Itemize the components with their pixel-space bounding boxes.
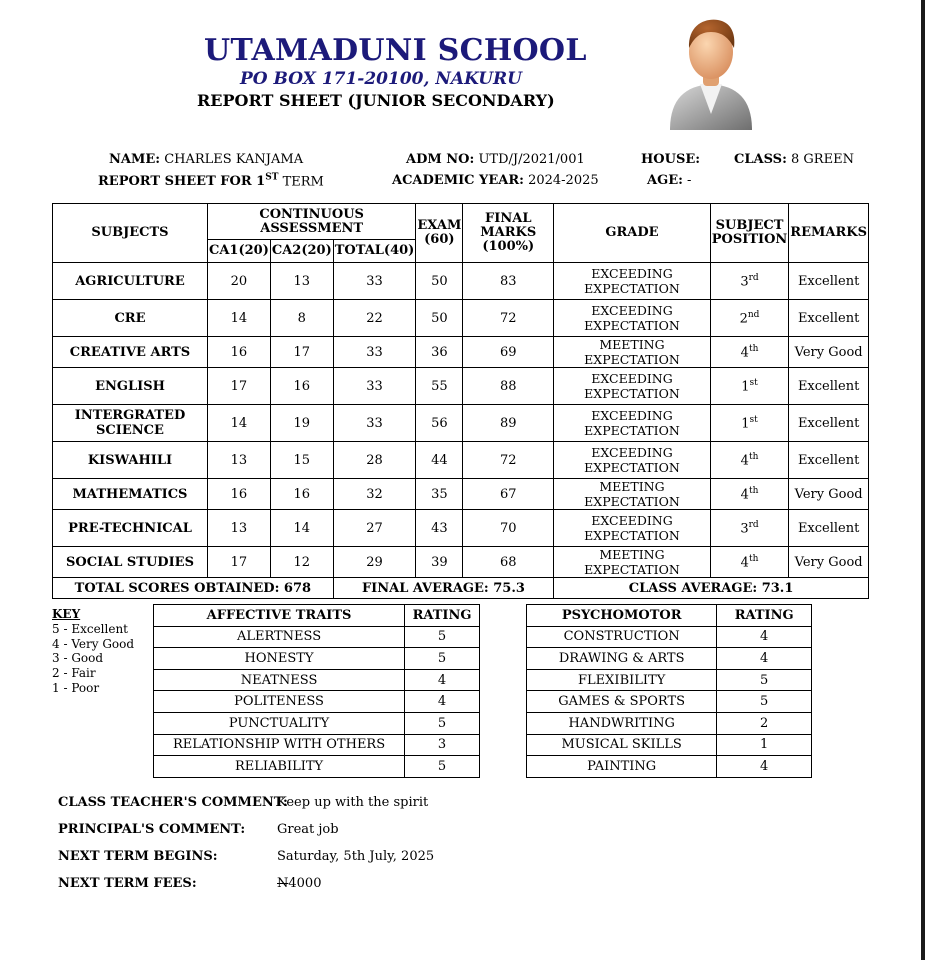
school-name: UTAMADUNI SCHOOL <box>204 33 587 68</box>
academic-year: 2024-2025 <box>528 173 599 188</box>
grade-value: EXCEEDING EXPECTATION <box>554 368 711 405</box>
school-address: PO BOX 171-20100, NAKURU <box>240 69 523 89</box>
exam-score: 35 <box>416 479 463 510</box>
principal-comment: Great job <box>277 822 339 837</box>
psychomotor-rating: 5 <box>717 669 812 691</box>
subject-name: CREATIVE ARTS <box>53 337 208 368</box>
next-term-fees-label: NEXT TERM FEES: <box>58 876 197 891</box>
student-avatar <box>666 14 756 130</box>
final-marks: 70 <box>463 510 554 547</box>
marks-row <box>53 300 869 337</box>
academic-year-line <box>392 173 599 188</box>
subject-name: PRE-TECHNICAL <box>53 510 208 547</box>
grade-value: EXCEEDING EXPECTATION <box>554 405 711 442</box>
ca1-score: 16 <box>207 337 270 368</box>
ca-total-score: 33 <box>333 337 416 368</box>
subject-position: 3rd <box>710 510 789 547</box>
remarks-value: Excellent <box>789 405 869 442</box>
ca-total-score: 33 <box>333 405 416 442</box>
final-marks: 88 <box>463 368 554 405</box>
teacher-comment-label: CLASS TEACHER'S COMMENT: <box>58 795 288 810</box>
col-header-continuous-assessment: CONTINUOUS ASSESSMENT <box>207 204 415 240</box>
key-item: 2 - Fair <box>52 666 96 681</box>
psychomotor-trait-name: FLEXIBILITY <box>527 669 717 691</box>
key-item: 4 - Very Good <box>52 636 135 651</box>
ca-total-score: 28 <box>333 442 416 479</box>
affective-row <box>154 734 480 756</box>
final-marks: 69 <box>463 337 554 368</box>
affective-trait-name: HONESTY <box>154 648 405 670</box>
term-value: TERM <box>282 174 324 190</box>
col-header-grade: GRADE <box>554 204 711 263</box>
col-header-exam: EXAM (60) <box>416 204 463 263</box>
affective-rating: 5 <box>405 756 480 778</box>
ca-total-score: 29 <box>333 547 416 578</box>
affective-row <box>154 756 480 778</box>
affective-row <box>154 648 480 670</box>
subject-position: 4th <box>710 337 789 368</box>
exam-score: 44 <box>416 442 463 479</box>
ca2-score: 12 <box>270 547 333 578</box>
ca2-score: 17 <box>270 337 333 368</box>
final-marks: 83 <box>463 263 554 300</box>
subject-name: KISWAHILI <box>53 442 208 479</box>
psychomotor-rating-header: RATING <box>717 605 812 627</box>
psychomotor-row <box>527 691 812 713</box>
ca1-score: 14 <box>207 300 270 337</box>
total-scores: TOTAL SCORES OBTAINED: 678 <box>53 578 334 599</box>
ca2-score: 15 <box>270 442 333 479</box>
subject-position: 1st <box>710 405 789 442</box>
naira-currency-icon: N <box>277 876 289 891</box>
grade-value: MEETING EXPECTATION <box>554 479 711 510</box>
exam-score: 50 <box>416 263 463 300</box>
class-average: CLASS AVERAGE: 73.1 <box>554 578 869 599</box>
final-marks: 68 <box>463 547 554 578</box>
marks-table <box>52 203 869 599</box>
col-header-total: TOTAL(40) <box>333 240 416 263</box>
key-item: 5 - Excellent <box>52 621 128 636</box>
psychomotor-trait-name: CONSTRUCTION <box>527 626 717 648</box>
student-name: CHARLES KANJAMA <box>164 152 304 167</box>
psychomotor-row <box>527 756 812 778</box>
exam-score: 56 <box>416 405 463 442</box>
subject-position: 4th <box>710 442 789 479</box>
term-line <box>98 173 324 189</box>
ca-total-score: 22 <box>333 300 416 337</box>
age-line <box>647 173 691 188</box>
adm-no-label: ADM NO: <box>406 152 475 167</box>
psychomotor-rating: 5 <box>717 691 812 713</box>
affective-trait-name: RELIABILITY <box>154 756 405 778</box>
psychomotor-row <box>527 626 812 648</box>
affective-rating: 4 <box>405 691 480 713</box>
rating-key <box>52 607 134 696</box>
psychomotor-row <box>527 648 812 670</box>
ca1-score: 16 <box>207 479 270 510</box>
final-marks: 72 <box>463 300 554 337</box>
ca1-score: 13 <box>207 442 270 479</box>
marks-row <box>53 337 869 368</box>
marks-row <box>53 368 869 405</box>
affective-row <box>154 691 480 713</box>
ca2-score: 16 <box>270 479 333 510</box>
adm-no: UTD/J/2021/001 <box>478 152 585 167</box>
grade-value: EXCEEDING EXPECTATION <box>554 263 711 300</box>
remarks-value: Very Good <box>789 547 869 578</box>
exam-score: 55 <box>416 368 463 405</box>
psychomotor-row <box>527 734 812 756</box>
subject-name: INTERGRATED SCIENCE <box>53 405 208 442</box>
subject-name: CRE <box>53 300 208 337</box>
ca2-score: 14 <box>270 510 333 547</box>
subject-name: ENGLISH <box>53 368 208 405</box>
exam-score: 50 <box>416 300 463 337</box>
affective-traits-table <box>153 604 480 778</box>
col-header-ca1: CA1(20) <box>207 240 270 263</box>
affective-row <box>154 712 480 734</box>
next-term-label: NEXT TERM BEGINS: <box>58 849 218 864</box>
final-marks: 89 <box>463 405 554 442</box>
psychomotor-table <box>526 604 812 778</box>
col-header-final-marks: FINAL MARKS (100%) <box>463 204 554 263</box>
student-name-line <box>109 152 303 167</box>
psychomotor-row <box>527 669 812 691</box>
psychomotor-trait-name: GAMES & SPORTS <box>527 691 717 713</box>
marks-row <box>53 263 869 300</box>
psychomotor-trait-name: DRAWING & ARTS <box>527 648 717 670</box>
affective-trait-name: NEATNESS <box>154 669 405 691</box>
psychomotor-rating: 4 <box>717 756 812 778</box>
final-marks: 72 <box>463 442 554 479</box>
class-label: CLASS: <box>734 152 787 167</box>
grade-value: EXCEEDING EXPECTATION <box>554 300 711 337</box>
affective-rating: 5 <box>405 648 480 670</box>
marks-row <box>53 442 869 479</box>
subject-position: 3rd <box>710 263 789 300</box>
affective-rating: 5 <box>405 626 480 648</box>
marks-row <box>53 510 869 547</box>
principal-comment-label: PRINCIPAL'S COMMENT: <box>58 822 246 837</box>
house-label: HOUSE: <box>641 152 701 167</box>
psychomotor-rating: 2 <box>717 712 812 734</box>
subject-name: SOCIAL STUDIES <box>53 547 208 578</box>
age-label: AGE: <box>647 173 683 188</box>
ca1-score: 20 <box>207 263 270 300</box>
affective-rating: 4 <box>405 669 480 691</box>
psychomotor-row <box>527 712 812 734</box>
affective-rating: 5 <box>405 712 480 734</box>
ca1-score: 17 <box>207 547 270 578</box>
ca2-score: 19 <box>270 405 333 442</box>
key-title: KEY <box>52 607 81 621</box>
ca-total-score: 33 <box>333 368 416 405</box>
name-label: NAME: <box>109 152 161 167</box>
house-line <box>641 152 700 167</box>
remarks-value: Very Good <box>789 337 869 368</box>
fees-amount: 4000 <box>288 876 322 891</box>
term-label: REPORT SHEET FOR 1ST <box>98 173 279 190</box>
age-value: - <box>687 173 692 188</box>
remarks-value: Excellent <box>789 510 869 547</box>
class-line <box>734 152 854 167</box>
subject-name: AGRICULTURE <box>53 263 208 300</box>
ca2-score: 8 <box>270 300 333 337</box>
subject-position: 4th <box>710 479 789 510</box>
remarks-value: Excellent <box>789 300 869 337</box>
psychomotor-rating: 4 <box>717 648 812 670</box>
affective-trait-name: PUNCTUALITY <box>154 712 405 734</box>
affective-traits-header: AFFECTIVE TRAITS <box>154 605 405 627</box>
remarks-value: Excellent <box>789 368 869 405</box>
academic-year-label: ACADEMIC YEAR: <box>392 173 524 188</box>
subject-position: 1st <box>710 368 789 405</box>
ca-total-score: 33 <box>333 263 416 300</box>
psychomotor-rating: 1 <box>717 734 812 756</box>
next-term-date: Saturday, 5th July, 2025 <box>277 849 435 864</box>
remarks-value: Excellent <box>789 263 869 300</box>
remarks-value: Very Good <box>789 479 869 510</box>
final-average: FINAL AVERAGE: 75.3 <box>333 578 553 599</box>
psychomotor-rating: 4 <box>717 626 812 648</box>
psychomotor-header: PSYCHOMOTOR <box>527 605 717 627</box>
marks-row <box>53 547 869 578</box>
subject-position: 4th <box>710 547 789 578</box>
affective-rating-header: RATING <box>405 605 480 627</box>
class-value: 8 GREEN <box>791 152 854 167</box>
report-sheet-title: REPORT SHEET (JUNIOR SECONDARY) <box>197 91 555 110</box>
affective-rating: 3 <box>405 734 480 756</box>
ca1-score: 13 <box>207 510 270 547</box>
grade-value: MEETING EXPECTATION <box>554 337 711 368</box>
ca1-score: 17 <box>207 368 270 405</box>
affective-trait-name: POLITENESS <box>154 691 405 713</box>
next-term-fees <box>277 876 321 891</box>
exam-score: 36 <box>416 337 463 368</box>
ca-total-score: 32 <box>333 479 416 510</box>
psychomotor-trait-name: PAINTING <box>527 756 717 778</box>
ca2-score: 16 <box>270 368 333 405</box>
remarks-value: Excellent <box>789 442 869 479</box>
key-item: 1 - Poor <box>52 680 100 695</box>
col-header-subjects: SUBJECTS <box>53 204 208 263</box>
page-edge <box>921 0 925 960</box>
psychomotor-trait-name: HANDWRITING <box>527 712 717 734</box>
grade-value: MEETING EXPECTATION <box>554 547 711 578</box>
ca2-score: 13 <box>270 263 333 300</box>
col-header-subject-position: SUBJECT POSITION <box>710 204 789 263</box>
affective-row <box>154 626 480 648</box>
exam-score: 43 <box>416 510 463 547</box>
grade-value: EXCEEDING EXPECTATION <box>554 510 711 547</box>
subject-position: 2nd <box>710 300 789 337</box>
subject-name: MATHEMATICS <box>53 479 208 510</box>
exam-score: 39 <box>416 547 463 578</box>
totals-row <box>53 578 869 599</box>
ca-total-score: 27 <box>333 510 416 547</box>
teacher-comment: Keep up with the spirit <box>277 795 429 810</box>
final-marks: 67 <box>463 479 554 510</box>
ca1-score: 14 <box>207 405 270 442</box>
marks-row <box>53 405 869 442</box>
psychomotor-trait-name: MUSICAL SKILLS <box>527 734 717 756</box>
affective-trait-name: RELATIONSHIP WITH OTHERS <box>154 734 405 756</box>
key-item: 3 - Good <box>52 651 104 666</box>
col-header-ca2: CA2(20) <box>270 240 333 263</box>
grade-value: EXCEEDING EXPECTATION <box>554 442 711 479</box>
affective-trait-name: ALERTNESS <box>154 626 405 648</box>
affective-row <box>154 669 480 691</box>
marks-row <box>53 479 869 510</box>
adm-no-line <box>406 152 585 167</box>
col-header-remarks: REMARKS <box>789 204 869 263</box>
